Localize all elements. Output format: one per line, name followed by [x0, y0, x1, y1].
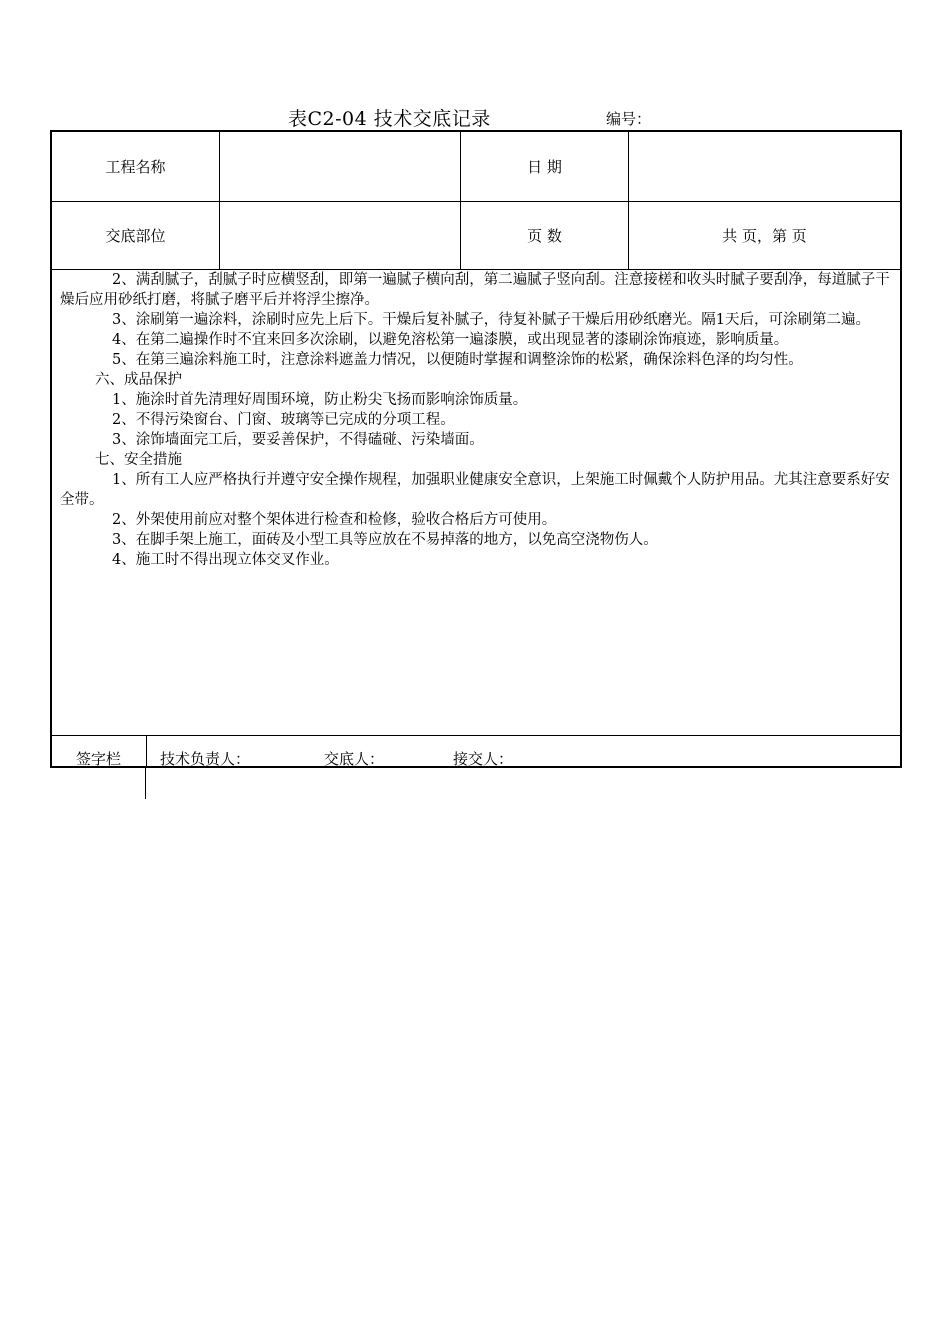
column-divider [628, 132, 629, 269]
content-paragraph: 2、满刮腻子，刮腻子时应横竖刮，即第一遍腻子横向刮，第二遍腻子竖向刮。注意接槎和收头时腻子要刮净，每道腻子干燥后应用砂纸打磨，将腻子磨平后并将浮尘擦净。 [60, 272, 890, 308]
content-paragraph: 1、施涂时首先清理好周围环境，防止粉尖飞扬而影响涂饰质量。 [112, 392, 528, 408]
content-paragraph: 4、施工时不得出现立体交叉作业。 [112, 552, 339, 568]
project-name-label: 工程名称 [105, 158, 166, 176]
date-label: 日 期 [527, 158, 562, 176]
content-paragraph: 2、不得污染窗台、门窗、玻璃等已完成的分项工程。 [112, 412, 455, 428]
serial-number-label: 编号： [606, 110, 652, 128]
section-heading: 七、安全措施 [95, 452, 182, 468]
location-field[interactable] [220, 202, 460, 269]
signature-divider [52, 735, 900, 736]
content-paragraph: 5、在第三遍涂料施工时，注意涂料遮盖力情况，以便随时掌握和调整涂饰的松紧，确保涂料色泽的均匀性。 [112, 352, 803, 368]
tech-lead-field: 技术负责人： [160, 750, 251, 768]
page-title: 表C2-04 技术交底记录 [288, 108, 491, 130]
project-name-field[interactable] [220, 132, 460, 201]
content-paragraph: 4、在第二遍操作时不宜来回多次涂刷，以避免溶松第一遍漆膜，或出现显著的漆刷涂饰痕迹，影响质量。 [112, 332, 789, 348]
discloser-field: 交底人： [324, 750, 385, 768]
content-paragraph: 3、涂刷第一遍涂料，涂刷时应先上后下。干燥后复补腻子，待复补腻子干燥后用砂纸磨光。隔1天后，可涂刷第二遍。 [112, 312, 870, 328]
pages-field: 共 页，第 页 [722, 227, 807, 245]
content-paragraph: 2、外架使用前应对整个架体进行检查和检修，验收合格后方可使用。 [112, 512, 557, 528]
signature-label: 签字栏 [76, 750, 122, 768]
content-paragraph: 1、所有工人应严格执行并遵守安全操作规程，加强职业健康安全意识，上架施工时佩戴个人防护用品。尤其注意要系好安全带。 [60, 472, 890, 508]
record-table [50, 130, 902, 768]
column-divider [460, 132, 461, 269]
column-divider [219, 132, 220, 269]
section-heading: 六、成品保护 [95, 372, 182, 388]
date-field[interactable] [629, 132, 900, 201]
pages-label: 页 数 [527, 227, 562, 245]
receiver-field: 接交人： [453, 750, 514, 768]
signature-column-divider [146, 735, 147, 766]
content-paragraph: 3、涂饰墙面完工后，要妥善保护，不得磕碰、污染墙面。 [112, 432, 484, 448]
row-divider [52, 201, 900, 202]
content-paragraph: 3、在脚手架上施工，面砖及小型工具等应放在不易掉落的地方，以免高空浇物伤人。 [112, 532, 658, 548]
location-label: 交底部位 [105, 227, 166, 245]
disclosure-content [60, 270, 894, 570]
signature-divider-extension [145, 766, 146, 799]
